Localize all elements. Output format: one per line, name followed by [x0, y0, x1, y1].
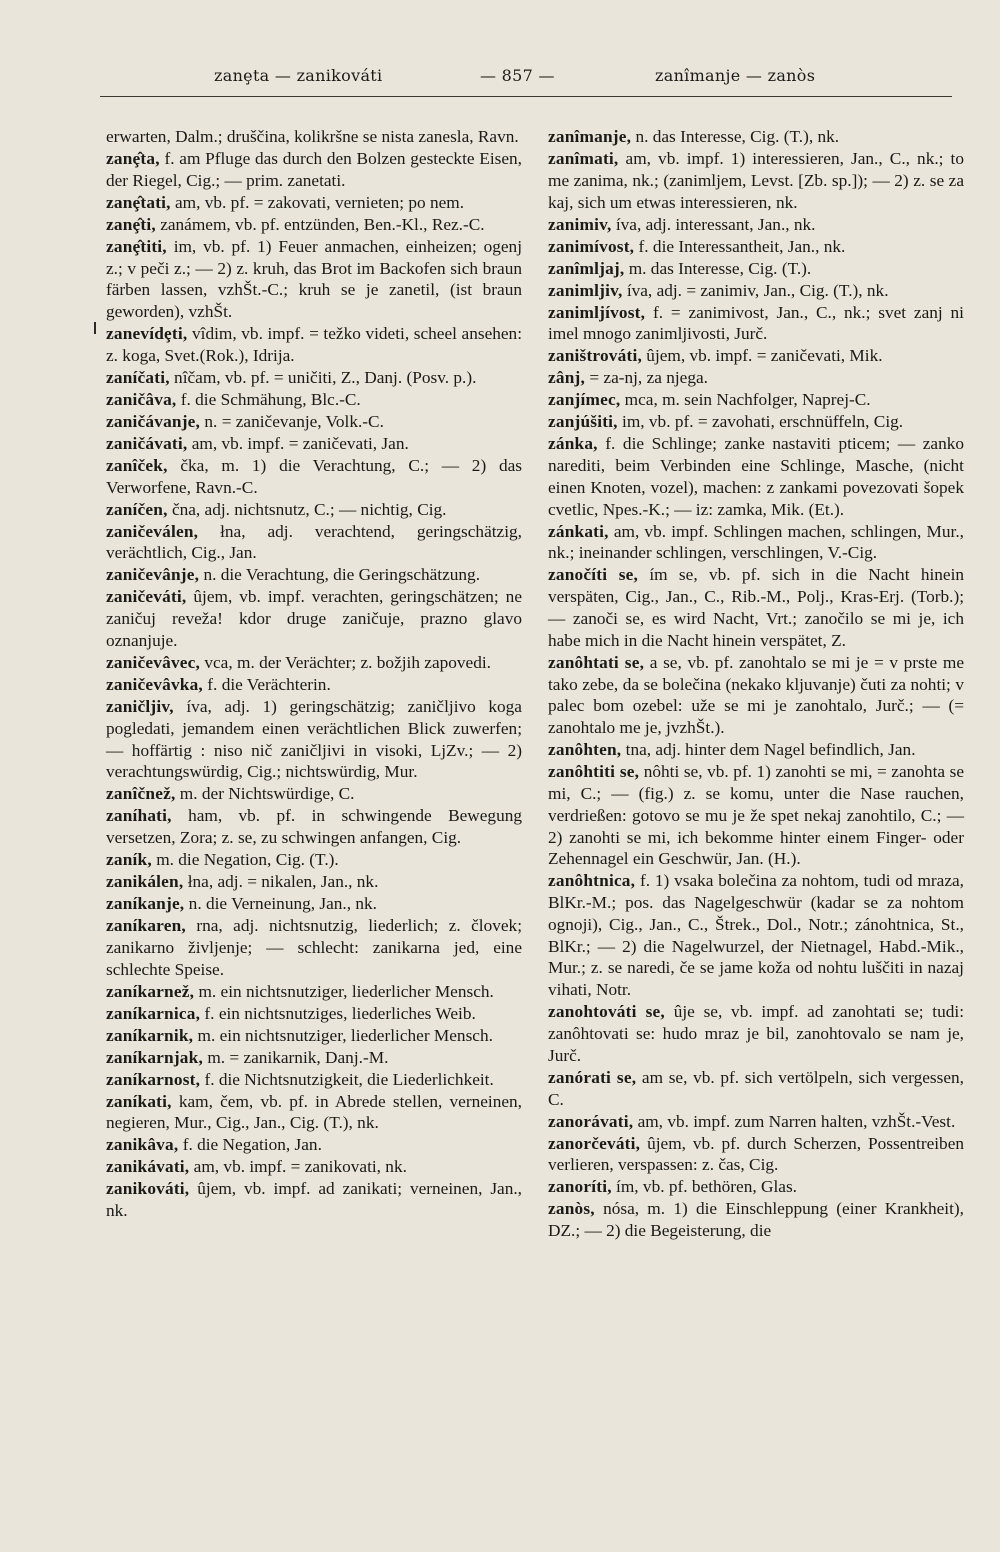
- dictionary-entry: [548, 411, 964, 433]
- entry-headword: zanôhtnica,: [548, 871, 636, 891]
- dictionary-entry: [548, 126, 964, 148]
- entry-definition: n. die Verachtung, die Geringschätzung.: [203, 565, 481, 585]
- entry-headword: zanorčeváti,: [548, 1133, 641, 1153]
- entry-definition: f. die Interessantheit, Jan., nk.: [638, 236, 846, 256]
- entry-headword: zanòs,: [548, 1199, 595, 1219]
- entry-headword: zanorávati,: [548, 1111, 634, 1131]
- entry-headword: zanȩ̂tati,: [106, 192, 171, 212]
- entry-headword: zanîmljaj,: [548, 258, 625, 278]
- dictionary-entry: [106, 805, 522, 849]
- entry-headword: zânj,: [548, 368, 585, 388]
- entry-definition: erwarten, Dalm.; druščina, kolikršne se nista zanesla, Ravn.: [106, 127, 519, 146]
- dictionary-entry: [106, 783, 522, 805]
- entry-headword: zanimljiv,: [548, 280, 623, 300]
- entry-definition: f. = zanimivost, Jan., C., nk.; svet zanj ni imel mnogo zanimljivosti, Jurč.: [548, 302, 964, 344]
- dictionary-entry: [106, 455, 522, 499]
- header-right-guideword: zanîmanje — zanòs: [655, 66, 816, 85]
- entry-headword: zanočíti se,: [548, 565, 639, 585]
- entry-headword: zaníkaren,: [106, 916, 186, 935]
- dictionary-entry: [106, 236, 522, 323]
- dictionary-entry: [106, 674, 522, 696]
- dictionary-entry: [548, 761, 964, 870]
- entry-headword: zánkati,: [548, 521, 609, 541]
- entry-headword: zanikováti,: [106, 1179, 190, 1199]
- entry-definition: íva, adj. 1) geringschätzig; zaničljivo koga pogledati, jemandem einen verächtlichen Blick zuwerfen; — hoffärtig : niso nič zaničljivi in visoki, LjZv.; — 2) verachtungswürdig, Cig.; nichtswürdig, Mur.: [106, 696, 522, 782]
- entry-definition: am, vb. impf. = zaničevati, Jan.: [191, 433, 409, 453]
- entry-definition: nôhti se, vb. pf. 1) zanohti se mi, = zanohta se mi, C.; — (fig.) z. se komu, unter die Nase rauchen, verdrießen: gotovo se mu je že spet nekaj zanohtilo, C.; — 2) zanohti se mi, ich bekomme hinter einem Finger- oder Zehennagel ein Geschwür, Jan. (H.).: [548, 762, 964, 869]
- dictionary-entry: [548, 367, 964, 389]
- entry-headword: zaníkati,: [106, 1091, 172, 1111]
- entry-definition: vca, m. der Verächter; z. božjih zapovedi.: [204, 652, 491, 672]
- entry-headword: zanîmanje,: [548, 127, 632, 146]
- dictionary-entry: [106, 192, 522, 214]
- entry-definition: m. = zanikarnik, Danj.-M.: [207, 1047, 389, 1067]
- dictionary-entry: [548, 870, 964, 1001]
- entry-definition: ham, vb. pf. in schwingende Bewegung versetzen, Zora; z. se, zu schwingen anfangen, Cig.: [106, 806, 522, 848]
- dictionary-entry: [106, 1047, 522, 1069]
- entry-definition: łna, adj. = nikalen, Jan., nk.: [187, 872, 379, 892]
- entry-definition: m. das Interesse, Cig. (T.).: [628, 258, 812, 278]
- dictionary-entry: [106, 871, 522, 893]
- entry-headword: zaništrováti,: [548, 346, 642, 366]
- dictionary-entry: [548, 258, 964, 280]
- entry-headword: zanimiv,: [548, 214, 612, 234]
- dictionary-entry: [106, 1134, 522, 1156]
- entry-headword: zaníkarnež,: [106, 981, 195, 1001]
- entry-definition: nósa, m. 1) die Einschleppung (einer Krankheit), DZ.; — 2) die Begeisterung, die: [548, 1199, 964, 1241]
- margin-mark: [94, 322, 96, 334]
- entry-definition: ûje se, vb. impf. ad zanohtati se; tudi: zanôhtovati se: hudo mraz je bil, zanohtovalo se nam je, Jurč.: [548, 1002, 964, 1065]
- entry-headword: zanȩ̂ta,: [106, 148, 160, 168]
- entry-headword: zanjúšiti,: [548, 412, 618, 432]
- entry-headword: zanimljívost,: [548, 302, 646, 322]
- entry-headword: zaník,: [106, 850, 152, 870]
- entry-headword: zanikávati,: [106, 1157, 190, 1177]
- entry-definition: am, vb. impf. zum Narren halten, vzhŠt.-Vest.: [637, 1111, 956, 1131]
- dictionary-entry: [106, 981, 522, 1003]
- entry-headword: zaníčati,: [106, 367, 170, 387]
- entry-definition: ûjem, vb. impf. verachten, geringschätzen; ne zaničuj reveža! kdor druge zaničuje, prazno glavo oznanjuje.: [106, 587, 522, 650]
- dictionary-entry: [548, 345, 964, 367]
- entry-definition: f. die Verächterin.: [207, 674, 331, 694]
- entry-headword: zanimívost,: [548, 236, 635, 256]
- entry-definition: n. = zaničevanje, Volk.-C.: [204, 411, 384, 431]
- entry-headword: zanîčnež,: [106, 784, 176, 804]
- entry-definition: n. das Interesse, Cig. (T.), nk.: [635, 127, 840, 146]
- entry-definition: m. ein nichtsnutziger, liederlicher Mensch.: [197, 1025, 493, 1045]
- entry-definition: im, vb. pf. 1) Feuer anmachen, einheizen; ogenj z.; v peči z.; — 2) z. kruh, das Brot im Backofen sich braun färben lassen, vzhŠt.-C.; kruh se je zanetil, (ist braun geworden), vzhŠt.: [106, 236, 522, 322]
- header-left-guideword: zanȩta — zanikováti: [214, 66, 383, 85]
- entry-headword: zánka,: [548, 434, 598, 454]
- dictionary-entry: [548, 1111, 964, 1133]
- dictionary-entry: [106, 521, 522, 565]
- entry-definition: f. am Pfluge das durch den Bolzen gesteckte Eisen, der Riegel, Cig.; — prim. zanetati.: [106, 148, 522, 190]
- entry-headword: zaníkanje,: [106, 894, 185, 914]
- entry-headword: zaníkarnost,: [106, 1069, 201, 1089]
- entry-headword: zanôhten,: [548, 740, 622, 760]
- entry-definition: mca, m. sein Nachfolger, Naprej-C.: [624, 390, 871, 410]
- dictionary-entry: [548, 236, 964, 258]
- entry-headword: zanikâva,: [106, 1135, 179, 1155]
- entry-headword: zanȩ̂titi,: [106, 236, 167, 256]
- entry-headword: zanórati se,: [548, 1067, 637, 1087]
- dictionary-entry: [548, 739, 964, 761]
- dictionary-entry: [548, 280, 964, 302]
- dictionary-entry: [548, 564, 964, 651]
- entry-headword: zanîček,: [106, 455, 168, 475]
- dictionary-entry: [106, 367, 522, 389]
- dictionary-entry: [106, 323, 522, 367]
- entry-headword: zaničevânje,: [106, 565, 200, 585]
- entry-headword: zanôhtiti se,: [548, 762, 640, 782]
- dictionary-entry: [106, 586, 522, 651]
- dictionary-entry: [548, 1067, 964, 1111]
- entry-definition: ûjem, vb. impf. = zaničevati, Mik.: [646, 346, 883, 366]
- dictionary-entry: [106, 499, 522, 521]
- entry-headword: zanîmati,: [548, 148, 619, 168]
- dictionary-entry: [106, 126, 522, 148]
- entry-definition: f. die Schlinge; zanke nastaviti pticem; — zanko narediti, beim Verbinden eine Schlinge, Masche, (nicht einen Knoten, vozel), machen: z zankami povezovati šopek cvetlic, Npes.-K.; — iz: zamka, Mik. (Et.).: [548, 434, 964, 519]
- dictionary-entry: [106, 411, 522, 433]
- entry-definition: am, vb. impf. = zanikovati, nk.: [193, 1157, 407, 1177]
- entry-definition: ím se, vb. pf. sich in die Nacht hinein verspäten, Cig., Jan., C., Rib.-M., Polj., Kras-Erj. (Torb.); — zanoči se, es wird Nacht, Vrt.; zanočilo se mi je, ich habe mich in die Nacht hinein verspätet, Z.: [548, 565, 965, 650]
- entry-definition: am, vb. impf. 1) interessieren, Jan., C., nk.; to me zanima, nk.; (zanimljem, Levst. [Zb. sp.]); — 2) z. se za kaj, sich um etwas interessieren, nk.: [548, 148, 964, 212]
- entry-headword: zaníkarnica,: [106, 1003, 201, 1023]
- entry-definition: f. ein nichtsnutziges, liederliches Weib.: [204, 1003, 476, 1023]
- dictionary-entry: [106, 1003, 522, 1025]
- page-number: — 857 —: [480, 66, 555, 85]
- dictionary-entry: [548, 214, 964, 236]
- entry-headword: zaníkarnjak,: [106, 1047, 203, 1067]
- entry-definition: f. 1) vsaka bolečina za nohtom, tudi od mraza, BlKr.-M.; pos. das Nagelgeschwür (kadar se za nohtom ognoji), Cig., Jan., C., Štrek., Dol., Notr.; zánohtnica, St., BlKr.; — 2) die Nagelwurzel, der Nietnagel, Habd.-Mik., Mur.; z. se naredi, če se jame koža od nohtu luščiti in nazaj vihati, Notr.: [548, 871, 964, 1000]
- dictionary-entry: [548, 652, 964, 739]
- entry-definition: íva, adj. interessant, Jan., nk.: [615, 214, 816, 234]
- entry-definition: nîčam, vb. pf. = uničiti, Z., Danj. (Posv. p.).: [174, 367, 477, 387]
- dictionary-entry: [548, 1198, 964, 1242]
- dictionary-entry: [106, 849, 522, 871]
- dictionary-entry: [106, 564, 522, 586]
- dictionary-entry: [548, 148, 964, 213]
- page-header: [100, 62, 952, 94]
- header-rule: [100, 96, 952, 97]
- dictionary-entry: [106, 148, 522, 192]
- dictionary-entry: [548, 433, 964, 520]
- entry-definition: kam, čem, vb. pf. in Abrede stellen, verneinen, negieren, Mur., Cig., Jan., Cig. (T.), nk.: [106, 1091, 522, 1133]
- dictionary-entry: [106, 433, 522, 455]
- entry-definition: f. die Schmähung, Blc.-C.: [180, 389, 361, 409]
- entry-headword: zanikálen,: [106, 872, 184, 892]
- entry-headword: zanohtováti se,: [548, 1002, 665, 1022]
- entry-definition: ûjem, vb. impf. ad zanikati; verneinen, Jan., nk.: [106, 1179, 522, 1221]
- entry-definition: íva, adj. = zanimiv, Jan., Cig. (T.), nk.: [626, 280, 889, 300]
- entry-definition: łna, adj. verachtend, geringschätzig, verächtlich, Cig., Jan.: [106, 521, 522, 563]
- entry-headword: zanȩ̂ti,: [106, 214, 156, 234]
- dictionary-entry: [548, 389, 964, 411]
- dictionary-entry: [106, 893, 522, 915]
- entry-definition: rna, adj. nichtsnutzig, liederlich; z. človek; zanikarno življenje; — schlecht: zanikarna jed, eine schlechte Speise.: [106, 916, 522, 979]
- dictionary-entry: [106, 1178, 522, 1222]
- dictionary-entry: [106, 1156, 522, 1178]
- entry-definition: tna, adj. hinter dem Nagel befindlich, Jan.: [625, 740, 916, 760]
- entry-definition: vîdim, vb. impf. = težko videti, scheel ansehen: z. koga, Svet.(Rok.), Idrija.: [106, 324, 522, 365]
- entry-headword: zaničávati,: [106, 433, 188, 453]
- entry-headword: zaničâva,: [106, 389, 177, 409]
- entry-headword: zaničeváti,: [106, 587, 187, 607]
- entry-definition: am, vb. impf. Schlingen machen, schlingen, Mur., nk.; ineinander schlingen, verschlingen, V.-Cig.: [548, 521, 964, 563]
- dictionary-entry: [548, 1176, 964, 1198]
- dictionary-entry: [106, 1091, 522, 1135]
- entry-definition: ûjem, vb. pf. durch Scherzen, Possentreiben verlieren, verspassen: z. čas, Cig.: [548, 1133, 964, 1175]
- dictionary-entry: [106, 915, 522, 980]
- entry-definition: m. ein nichtsnutziger, liederlicher Mensch.: [198, 981, 494, 1001]
- entry-definition: a se, vb. pf. zanohtalo se mi je = v prste me tako zebe, da se bolečina (nekako kljuvanje) čuti za nohti; v palec bom ozebel: uže se mi je zanohtalo, Jurč.; — (= zanohtalo me je, jvzhŠt.).: [548, 652, 964, 738]
- entry-headword: zaníhati,: [106, 806, 172, 826]
- entry-headword: zaníčen,: [106, 499, 168, 519]
- entry-definition: zanámem, vb. pf. entzünden, Ben.-Kl., Rez.-C.: [160, 214, 485, 234]
- dictionary-entry: [106, 1069, 522, 1091]
- entry-definition: f. die Nichtsnutzigkeit, die Liederlichkeit.: [204, 1069, 494, 1089]
- dictionary-entry: [106, 214, 522, 236]
- entry-headword: zaničávanje,: [106, 411, 201, 431]
- left-column: [106, 126, 522, 1222]
- entry-headword: zaníkarnik,: [106, 1025, 194, 1045]
- entry-definition: ím, vb. pf. bethören, Glas.: [616, 1177, 797, 1197]
- dictionary-entry: [548, 521, 964, 565]
- entry-definition: m. der Nichtswürdige, C.: [179, 784, 355, 804]
- entry-headword: zaničevâvec,: [106, 652, 201, 672]
- dictionary-entry: [548, 1001, 964, 1066]
- dictionary-entry: [106, 696, 522, 783]
- entry-headword: zanoríti,: [548, 1177, 612, 1197]
- entry-headword: zaničevâvka,: [106, 674, 203, 694]
- entry-definition: am se, vb. pf. sich vertölpeln, sich vergessen, C.: [548, 1067, 965, 1109]
- entry-headword: zaničljiv,: [106, 696, 174, 716]
- dictionary-entry: [548, 302, 964, 346]
- entry-definition: = za-nj, za njega.: [589, 368, 708, 388]
- entry-definition: am, vb. pf. = zakovati, vernieten; po nem.: [175, 192, 465, 212]
- dictionary-entry: [106, 652, 522, 674]
- entry-definition: čka, m. 1) die Verachtung, C.; — 2) das Verworfene, Ravn.-C.: [106, 455, 522, 497]
- dictionary-entry: [106, 389, 522, 411]
- entry-definition: m. die Negation, Cig. (T.).: [156, 850, 339, 870]
- entry-definition: n. die Verneinung, Jan., nk.: [188, 894, 377, 914]
- entry-headword: zanôhtati se,: [548, 652, 645, 672]
- entry-definition: im, vb. pf. = zavohati, erschnüffeln, Cig.: [622, 412, 904, 432]
- entry-headword: zanevídȩti,: [106, 324, 188, 344]
- right-column: [548, 126, 964, 1242]
- entry-definition: f. die Negation, Jan.: [182, 1135, 322, 1155]
- dictionary-entry: [548, 1133, 964, 1177]
- dictionary-entry: [106, 1025, 522, 1047]
- entry-headword: zaničeválen,: [106, 521, 199, 541]
- entry-headword: zanjímec,: [548, 390, 621, 410]
- entry-definition: čna, adj. nichtsnutz, C.; — nichtig, Cig.: [171, 499, 447, 519]
